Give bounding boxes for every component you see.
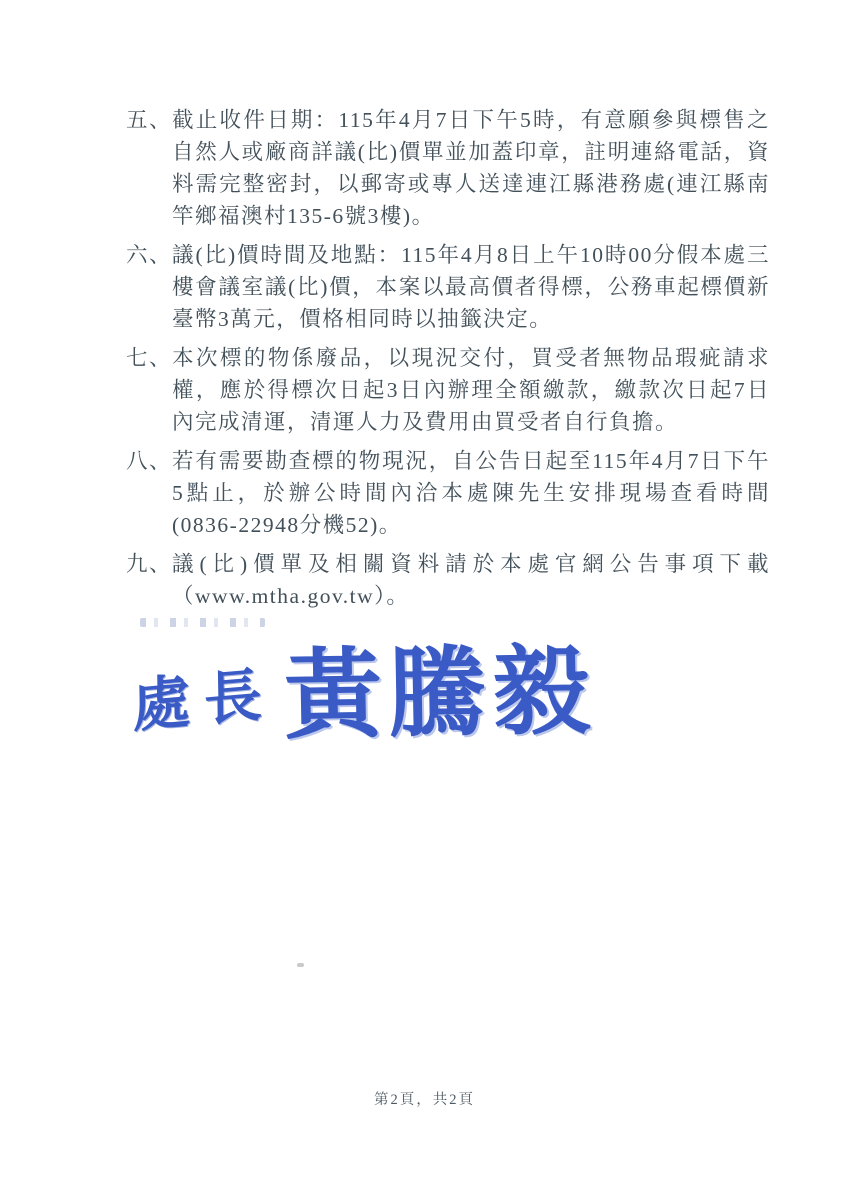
signature-title: 處長 xyxy=(131,661,277,740)
list-item xyxy=(126,239,770,335)
item-number: 九、 xyxy=(126,552,173,576)
list-item xyxy=(126,104,770,232)
stamp-smudge-artifact xyxy=(140,618,265,627)
item-text: 議(比)價單及相關資料請於本處官網公告事項下載（www.mtha.gov.tw）。 xyxy=(172,552,770,608)
list-item xyxy=(126,445,770,541)
list-item xyxy=(126,342,770,438)
item-number: 五、 xyxy=(126,108,173,132)
item-number: 六、 xyxy=(126,243,173,267)
notice-body xyxy=(126,104,770,619)
item-text: 若有需要勘查標的物現況，自公告日起至115年4月7日下午5點止，於辦公時間內洽本處陳先生安排現場查看時間(0836-22948分機52)。 xyxy=(172,449,770,537)
item-number: 七、 xyxy=(126,346,173,370)
item-text: 本次標的物係廢品，以現況交付，買受者無物品瑕疵請求權，應於得標次日起3日內辦理全額繳款，繳款次日起7日內完成清運，清運人力及費用由買受者自行負擔。 xyxy=(172,346,770,434)
item-text: 議(比)價時間及地點：115年4月8日上午10時00分假本處三樓會議室議(比)價，本案以最高價者得標，公務車起標價新臺幣3萬元，價格相同時以抽籤決定。 xyxy=(172,243,770,331)
director-ink-stamp xyxy=(132,600,596,770)
page-number-footer: 第2頁，共2頁 xyxy=(374,1092,475,1108)
signature-name: 黃騰毅 xyxy=(283,637,598,752)
scan-speck-artifact xyxy=(297,963,304,967)
item-number: 八、 xyxy=(126,449,173,473)
item-text: 截止收件日期：115年4月7日下午5時，有意願參與標售之自然人或廠商詳議(比)價單並加蓋印章，註明連絡電話，資料需完整密封，以郵寄或專人送達連江縣港務處(連江縣南竿鄉福澳村135-6號3樓)。 xyxy=(172,108,770,228)
